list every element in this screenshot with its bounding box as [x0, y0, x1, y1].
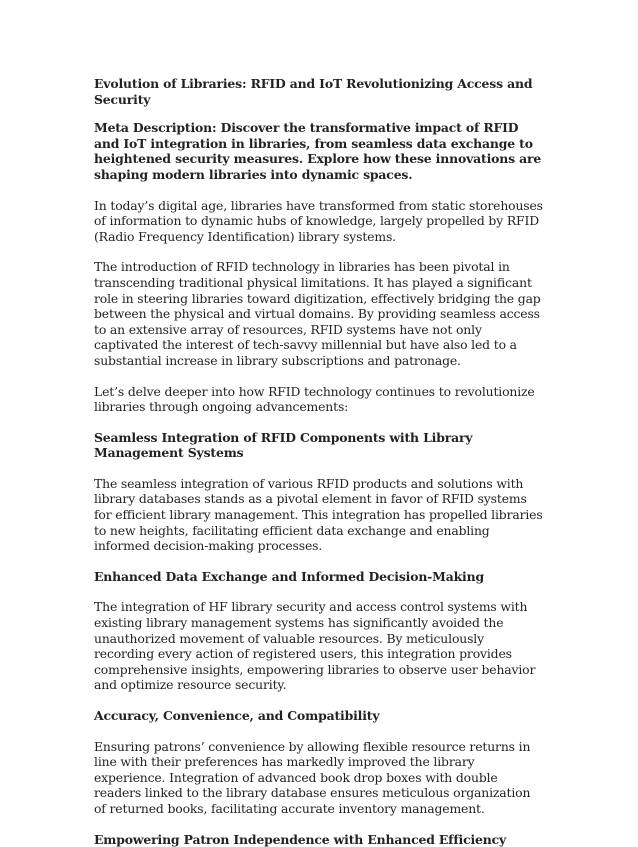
- document-page: [94, 76, 544, 847]
- intro-paragraph-1: In today’s digital age, libraries have transformed from static storehouses of information to dynamic hubs of knowledge, largely propelled by RFID (Radio Frequency Identification) library systems.: [94, 197, 543, 244]
- section-heading-data-exchange: Enhanced Data Exchange and Informed Decision-Making: [94, 568, 484, 584]
- section-heading-accuracy: Accuracy, Convenience, and Compatibility: [94, 708, 380, 723]
- intro-paragraph-3: Let’s delve deeper into how RFID technology continues to revolutionize libraries through ongoing advancements:: [94, 383, 535, 415]
- document-title: Evolution of Libraries: RFID and IoT Revolutionizing Access and Security: [94, 76, 533, 107]
- meta-description: Meta Description: Discover the transformative impact of RFID and IoT integration in libraries, from seamless data exchange to heightened security measures. Explore how these innovations are shaping modern libraries into dynamic spaces.: [94, 120, 542, 182]
- intro-paragraph-2: The introduction of RFID technology in libraries has been pivotal in transcending traditional physical limitations. It has played a significant role in steering libraries toward digitization, effectively bridging the gap between the physical and virtual domains. By providing seamless access to an extensive array of resources, RFID systems have not only captivated the interest of tech-savvy millennial but have also led to a substantial increase in library subscriptions and patronage.: [94, 259, 541, 368]
- section-body-accuracy: Ensuring patrons’ convenience by allowing flexible resource returns in line with their preferences has markedly improved the library experience. Integration of advanced book drop boxes with double readers linked to the library database ensures meticulous organization of returned books, facilitating accurate inventory management.: [94, 738, 531, 816]
- section-heading-patron-independence: Empowering Patron Independence with Enhanced Efficiency: [94, 831, 507, 847]
- section-body-integration: The seamless integration of various RFID products and solutions with library databases stands as a pivotal element in favor of RFID systems for efficient library management. This integration has propelled libraries to new heights, facilitating efficient data exchange and enabling informed decision-making processes.: [94, 475, 543, 554]
- section-body-data-exchange: The integration of HF library security and access control systems with existing library management systems has significantly avoided the unauthorized movement of valuable resources. By meticulously recording every action of registered users, this integration provides comprehensive insights, empowering libraries to observe user behavior and optimize resource security.: [94, 599, 536, 693]
- section-heading-integration: Seamless Integration of RFID Components with Library Management Systems: [94, 429, 473, 461]
